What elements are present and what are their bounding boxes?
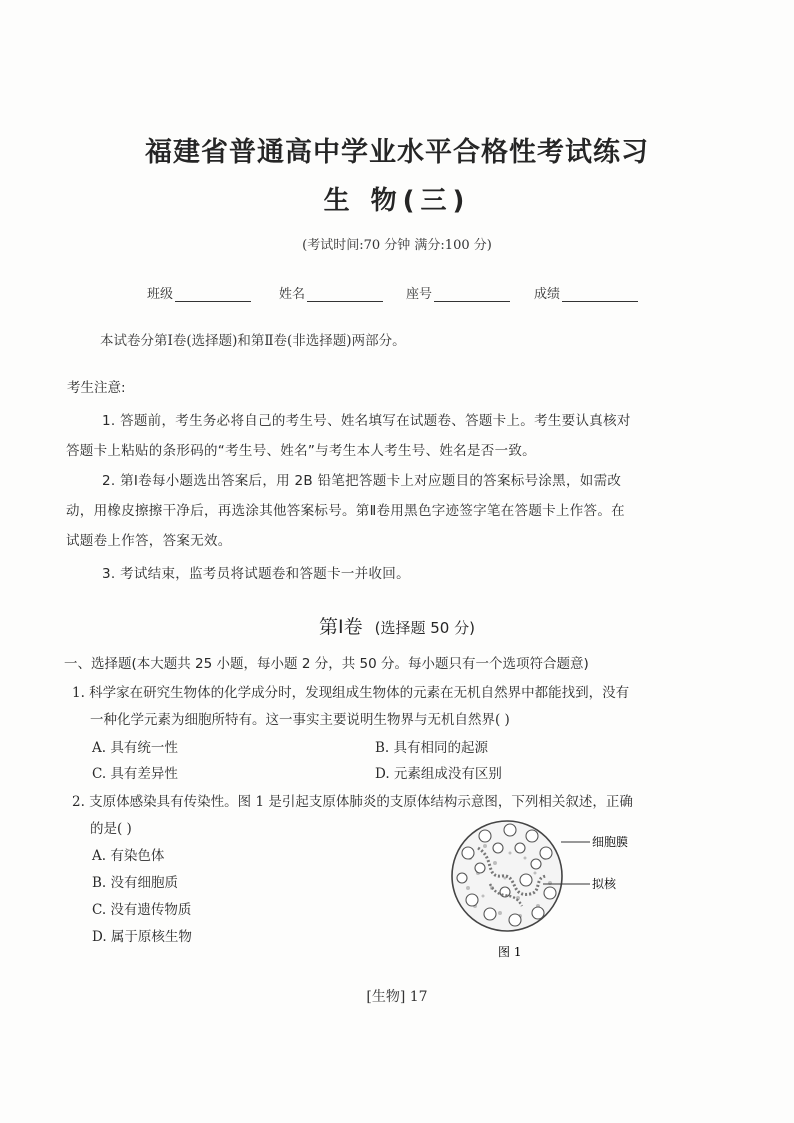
seat-label: 座号 [406,287,433,302]
label-nucleoid: 拟核 [592,877,617,891]
question-1-option-c[interactable]: C. 具有差异性 [92,766,178,782]
question-2-line-2: 的是( ) [90,821,132,837]
section-title [0,612,794,639]
seat-field [406,283,510,302]
exam-time-info: (考试时间:70 分钟 满分:100 分) [302,238,492,253]
question-2-option-d[interactable]: D. 属于原核生物 [92,929,192,945]
section-title-main: 第Ⅰ卷 [319,616,363,638]
mc-heading: 一、选择题(本大题共 25 小题，每小题 2 分，共 50 分。每小题只有一个选项符合题意) [64,656,589,672]
note-line: 3. 考试结束，监考员将试题卷和答题卡一并收回。 [102,566,410,582]
seat-blank[interactable] [434,287,510,302]
question-2-option-c[interactable]: C. 没有遗传物质 [92,902,192,918]
score-field [534,283,638,302]
question-1-line-2: 一种化学元素为细胞所特有。这一事实主要说明生物界与无机自然界( ) [90,712,510,728]
note-line: 答题卡上粘贴的条形码的“考生号、姓名”与考生本人考生号、姓名是否一致。 [66,443,536,459]
intro-text: 本试卷分第Ⅰ卷(选择题)和第Ⅱ卷(非选择题)两部分。 [100,333,406,349]
question-1-line-1: 1. 科学家在研究生物体的化学成分时，发现组成生物体的元素在无机自然界中都能找到，没有 [72,685,630,701]
exam-subtitle: 生 物(三) [323,186,471,216]
question-2-option-b[interactable]: B. 没有细胞质 [92,875,179,891]
page-footer: [生物] 17 [366,989,428,1005]
score-label: 成绩 [534,287,561,302]
figure-caption: 图 1 [498,945,522,959]
question-1-option-a[interactable]: A. 具有统一性 [92,740,178,756]
class-blank[interactable] [175,287,251,302]
name-label: 姓名 [279,287,306,302]
notes-heading: 考生注意: [67,380,126,396]
score-blank[interactable] [562,287,638,302]
exam-title: 福建省普通高中学业水平合格性考试练习 [145,137,649,168]
question-2-option-a[interactable]: A. 有染色体 [92,848,165,864]
note-line: 1. 答题前，考生务必将自己的考生号、姓名填写在试题卷、答题卡上。考生要认真核对 [102,413,631,429]
figure-mycoplasma [450,818,670,968]
name-field [279,283,383,302]
question-1-option-d[interactable]: D. 元素组成没有区别 [375,766,502,782]
question-1-option-b[interactable]: B. 具有相同的起源 [375,740,489,756]
note-line: 试题卷上作答，答案无效。 [66,533,232,549]
class-label: 班级 [147,287,174,302]
label-cell-membrane: 细胞膜 [592,835,629,849]
name-blank[interactable] [307,287,383,302]
section-title-sub: (选择题 50 分) [374,619,475,637]
class-field [147,283,251,302]
note-line: 动，用橡皮擦擦干净后，再选涂其他答案标号。第Ⅱ卷用黑色字迹签字笔在答题卡上作答。在 [66,503,625,519]
question-2-line-1: 2. 支原体感染具有传染性。图 1 是引起支原体肺炎的支原体结构示意图，下列相关叙述，正确 [72,794,633,810]
note-line: 2. 第Ⅰ卷每小题选出答案后，用 2B 铅笔把答题卡上对应题目的答案标号涂黑，如需改 [102,473,622,489]
